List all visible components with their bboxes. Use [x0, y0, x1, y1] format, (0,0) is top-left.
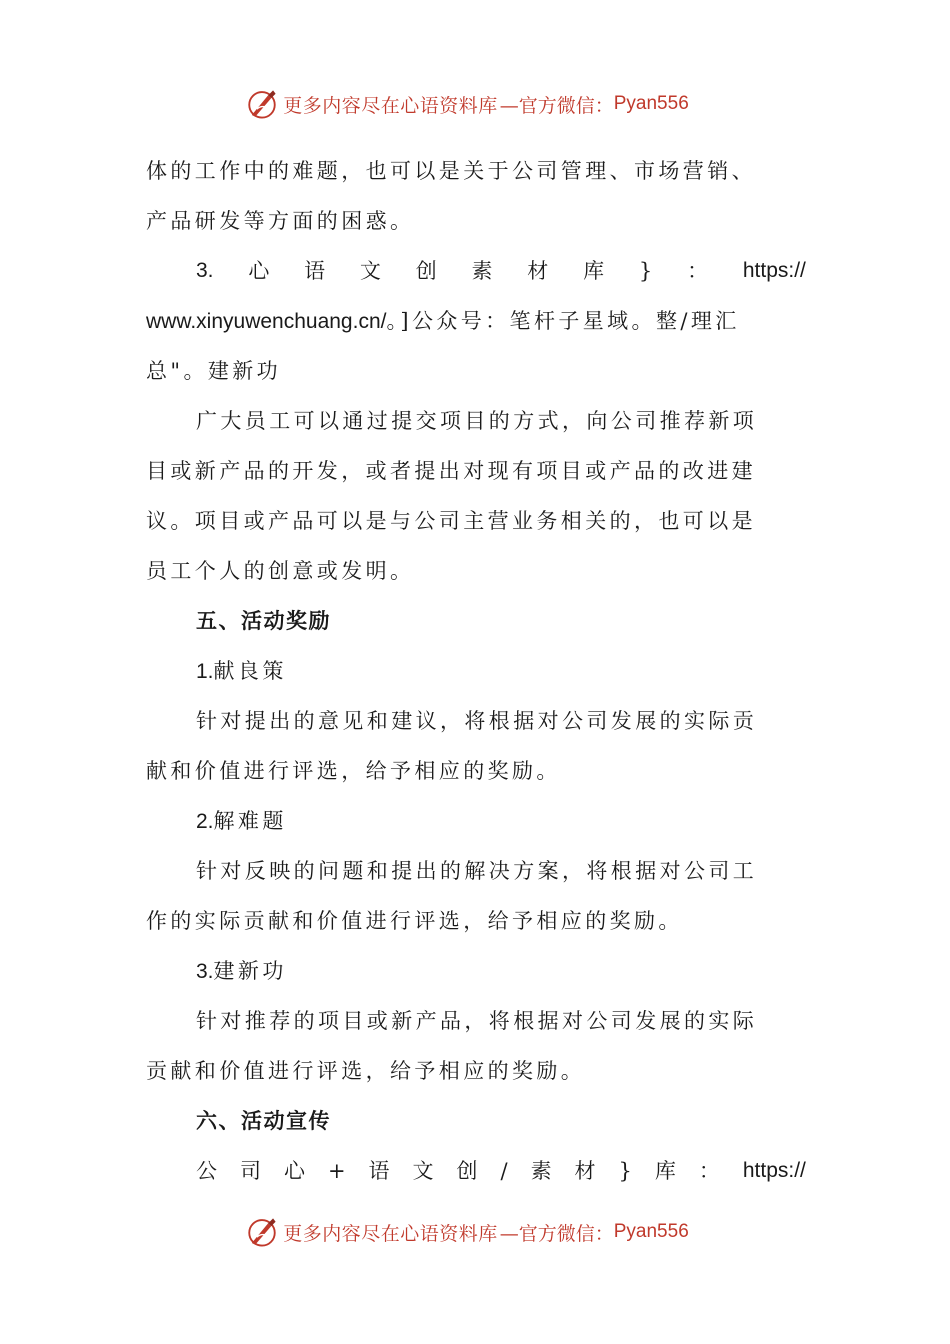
banner-text: 更多内容尽在心语资料库 [283, 94, 498, 117]
section-heading: 五、活动奖励 [196, 608, 331, 633]
list-number: 1. [196, 660, 214, 683]
paragraph-line: 体的工作中的难题，也可以是关于公司管理、市场营销、 [146, 159, 756, 183]
subsection-text: 建新功 [213, 959, 287, 983]
list-number: 2. [196, 810, 214, 833]
text-token: 文 [359, 259, 381, 283]
text-token: 创 [415, 259, 437, 283]
url-fragment: https:// [742, 1159, 806, 1182]
list-number: 3. [196, 259, 214, 282]
subsection-text: 献良策 [213, 659, 287, 683]
text-token: 库 [654, 1159, 676, 1183]
paragraph-line: 针对反映的问题和提出的解决方案，将根据对公司工 [196, 859, 758, 883]
paragraph-line: 作的实际贡献和价值进行评选，给予相应的奖励。 [146, 909, 683, 933]
text-token: 语 [304, 259, 326, 283]
banner-separator: —官方微信： [499, 1222, 614, 1245]
paragraph-line: 献和价值进行评选，给予相应的奖励。 [146, 759, 561, 783]
subsection-title [146, 796, 806, 846]
text-token: 心 [283, 1159, 305, 1183]
text-token: 素 [471, 259, 493, 283]
header-banner [0, 84, 950, 124]
paragraph-line: 针对推荐的项目或新产品，将根据对公司发展的实际 [196, 1009, 758, 1033]
section-heading: 六、活动宣传 [196, 1108, 331, 1133]
document-body [146, 146, 806, 1196]
text-token: / [500, 1159, 508, 1183]
paragraph-line: 目或新产品的开发，或者提出对现有项目或产品的改进建 [146, 459, 756, 483]
text-token: 司 [239, 1159, 261, 1183]
text-token: 创 [456, 1159, 478, 1183]
banner-separator: —官方微信： [499, 94, 614, 117]
justified-line [146, 246, 806, 296]
url-text: www.xinyuwenchuang.cn/ [146, 310, 387, 333]
text-token: 公 [196, 1159, 217, 1183]
text-token: ： [687, 259, 709, 283]
text-token: 材 [574, 1159, 596, 1183]
paragraph-line: 产品研发等方面的困惑。 [146, 209, 415, 233]
paragraph-text: 。]公众号：笔杆子星域。整/理汇 [386, 309, 740, 333]
paragraph-line [146, 296, 806, 346]
text-token: 文 [412, 1159, 434, 1183]
paragraph-line: 员工个人的创意或发明。 [146, 559, 415, 583]
paragraph-line: 贡献和价值进行评选，给予相应的奖励。 [146, 1059, 586, 1083]
subsection-title [146, 946, 806, 996]
banner-wechat-id: Pyan556 [613, 93, 689, 114]
justified-line [146, 1146, 806, 1196]
paragraph-line: 针对提出的意见和建议，将根据对公司发展的实际贡 [196, 709, 758, 733]
banner-text: 更多内容尽在心语资料库 [283, 1222, 498, 1245]
footer-banner [0, 1212, 950, 1252]
text-token: + [327, 1159, 346, 1183]
text-token: 语 [368, 1159, 390, 1183]
text-token: 库 [583, 259, 605, 283]
text-token: ： [698, 1159, 720, 1183]
paragraph-line: 议。项目或产品可以是与公司主营业务相关的，也可以是 [146, 509, 756, 533]
subsection-title [146, 646, 806, 696]
paragraph-line: 广大员工可以通过提交项目的方式，向公司推荐新项 [196, 409, 758, 433]
list-number: 3. [196, 960, 214, 983]
text-token: 素 [530, 1159, 552, 1183]
url-fragment: https:// [742, 259, 806, 282]
subsection-text: 解难题 [213, 809, 287, 833]
text-token: } [638, 259, 653, 283]
text-token: 心 [248, 259, 270, 283]
text-token: } [618, 1159, 632, 1183]
banner-wechat-id: Pyan556 [613, 1221, 689, 1242]
text-token: 材 [527, 259, 549, 283]
pen-logo-icon [245, 1215, 279, 1249]
pen-logo-icon [245, 87, 279, 121]
paragraph-line: 总"。建新功 [146, 359, 282, 383]
